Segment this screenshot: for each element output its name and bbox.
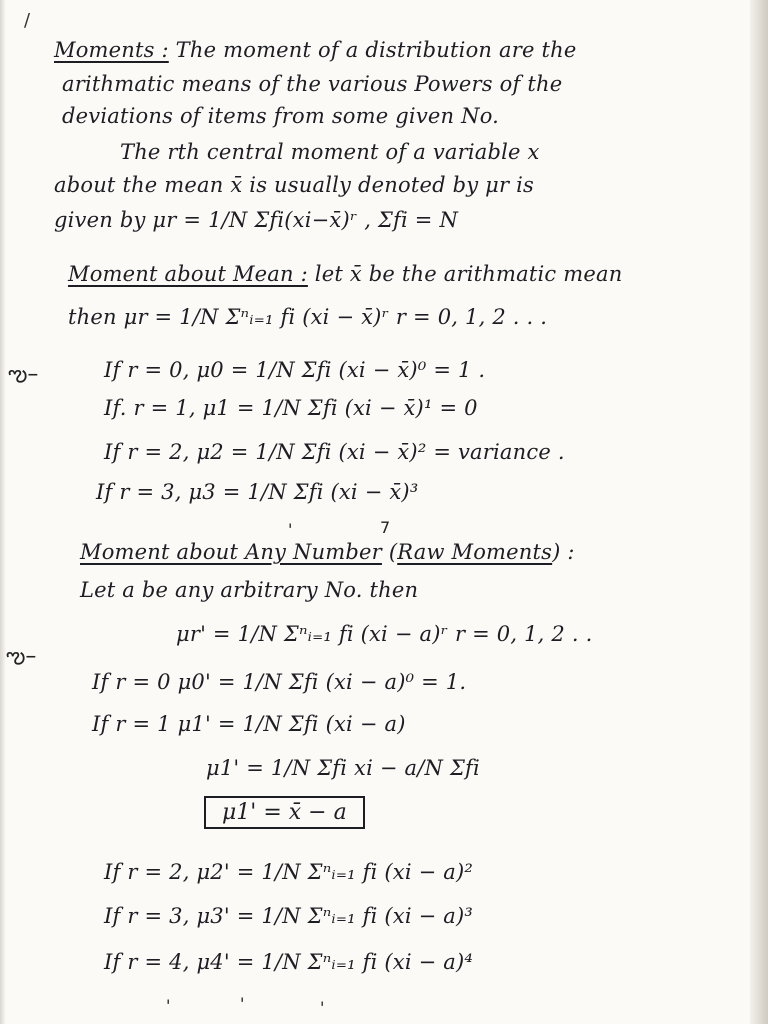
boxed-result: μ1' = x̄ − a	[204, 796, 365, 829]
margin-arrow: ఌ–	[6, 644, 37, 669]
notes-line-4: The rth central moment of a variable x	[120, 140, 540, 164]
notes-line-13: Let a be any arbitrary No. then	[80, 578, 419, 602]
heading-moment-about-any-number: Moment about Any Number	[80, 540, 382, 564]
margin-tick: /	[24, 10, 31, 31]
heading-moments: Moments :	[54, 38, 169, 62]
pencil-mark: '	[166, 996, 171, 1015]
notes-line-16: If r = 1 μ1' = 1/N Σfi (xi − a)	[92, 712, 406, 736]
page-right-edge	[750, 0, 768, 1024]
notes-line-19: If r = 3, μ3' = 1/N Σⁿᵢ₌₁ fi (xi − a)³	[104, 904, 474, 928]
line-text: The moment of a distribution are the	[175, 38, 577, 62]
heading-moment-about-mean: Moment about Mean :	[68, 262, 308, 286]
heading-raw-moments: Raw Moments	[397, 540, 553, 564]
pencil-mark: '	[320, 998, 325, 1017]
notes-line-7	[68, 262, 622, 286]
line-text: let x̄ be the arithmatic mean	[314, 262, 623, 286]
notes-line-20: If r = 4, μ4' = 1/N Σⁿᵢ₌₁ fi (xi − a)⁴	[104, 950, 474, 974]
notes-line-17: μ1' = 1/N Σfi xi − a/N Σfi	[206, 756, 480, 780]
notes-line-8: then μr = 1/N Σⁿᵢ₌₁ fi (xi − x̄)ʳ r = 0, 1, 2 . . .	[68, 305, 548, 329]
notes-line-5: about the mean x̄ is usually denoted by μr is	[54, 173, 535, 197]
margin-arrow: ఌ–	[8, 362, 39, 387]
notes-line-3: deviations of items from some given No.	[62, 104, 500, 128]
pencil-mark: '	[288, 520, 293, 539]
notes-line-9: If r = 0, μ0 = 1/N Σfi (xi − x̄)⁰ = 1 .	[104, 358, 486, 382]
notes-line-10: If. r = 1, μ1 = 1/N Σfi (xi − x̄)¹ = 0	[104, 396, 478, 420]
notes-line-6: given by μr = 1/N Σfi(xi−x̄)ʳ , Σfi = N	[54, 208, 459, 232]
notes-line-14: μr' = 1/N Σⁿᵢ₌₁ fi (xi − a)ʳ r = 0, 1, 2 . .	[176, 622, 593, 646]
paren-close: ) :	[552, 540, 575, 564]
notes-line-18: If r = 2, μ2' = 1/N Σⁿᵢ₌₁ fi (xi − a)²	[104, 860, 474, 884]
page-left-edge	[0, 0, 6, 1024]
pencil-mark: '	[240, 994, 245, 1013]
notes-line-heading3	[80, 540, 575, 564]
paren-open: (	[388, 540, 398, 564]
notes-line-1	[54, 38, 576, 62]
notes-line-2: arithmatic means of the various Powers of the	[62, 72, 563, 96]
notes-line-15: If r = 0 μ0' = 1/N Σfi (xi − a)⁰ = 1.	[92, 670, 467, 694]
pencil-mark: 7	[380, 518, 391, 537]
notes-line-12: If r = 3, μ3 = 1/N Σfi (xi − x̄)³	[96, 480, 419, 504]
notes-line-11: If r = 2, μ2 = 1/N Σfi (xi − x̄)² = variance .	[104, 440, 565, 464]
